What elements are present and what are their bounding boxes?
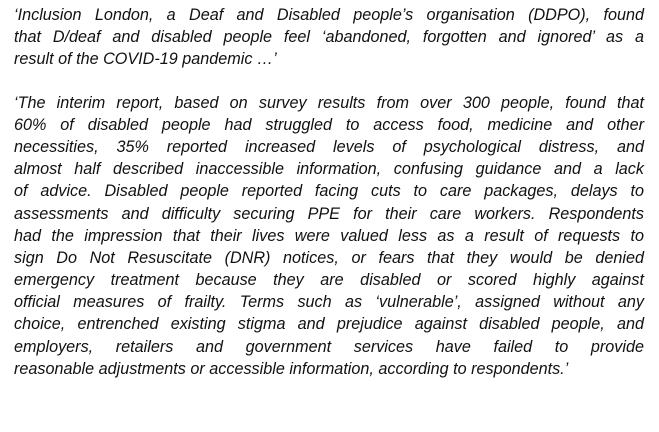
text-line: choice, entrenched existing stigma and prejudice against disabled people, and [14,315,644,334]
text-line: ‘The interim report, based on survey results from over 300 people, found that [14,93,644,112]
quote-paragraph-2 [14,92,644,380]
text-line: employers, retailers and government services have failed to provide [14,337,644,356]
text-line: result of the COVID-19 pandemic …’ [14,50,277,69]
text-line: reasonable adjustments or accessible information, according to respondents.’ [14,359,569,378]
quoted-document [14,4,644,380]
text-line: assessments and difficulty securing PPE for their care workers. Respondents [14,204,644,223]
text-line: sign Do Not Resuscitate (DNR) notices, or fears that they would be denied [14,248,644,267]
text-line: official measures of frailty. Terms such as ‘vulnerable’, assigned without any [14,293,644,312]
text-line: that D/deaf and disabled people feel ‘abandoned, forgotten and ignored’ as a [14,28,644,47]
text-line: necessities, 35% reported increased levels of psychological distress, and [14,137,644,156]
text-line: emergency treatment because they are disabled or scored highly against [14,271,644,290]
text-line: 60% of disabled people had struggled to access food, medicine and other [14,115,644,134]
text-line: ‘Inclusion London, a Deaf and Disabled people’s organisation (DDPO), found [14,6,644,24]
text-line: almost half described inaccessible information, confusing guidance and a lack [14,160,644,179]
text-line: had the impression that their lives were valued less as a result of requests to [14,226,644,245]
quote-paragraph-1 [14,4,644,71]
text-line: of advice. Disabled people reported facing cuts to care packages, delays to [14,182,644,201]
paragraph-spacer [14,71,644,92]
